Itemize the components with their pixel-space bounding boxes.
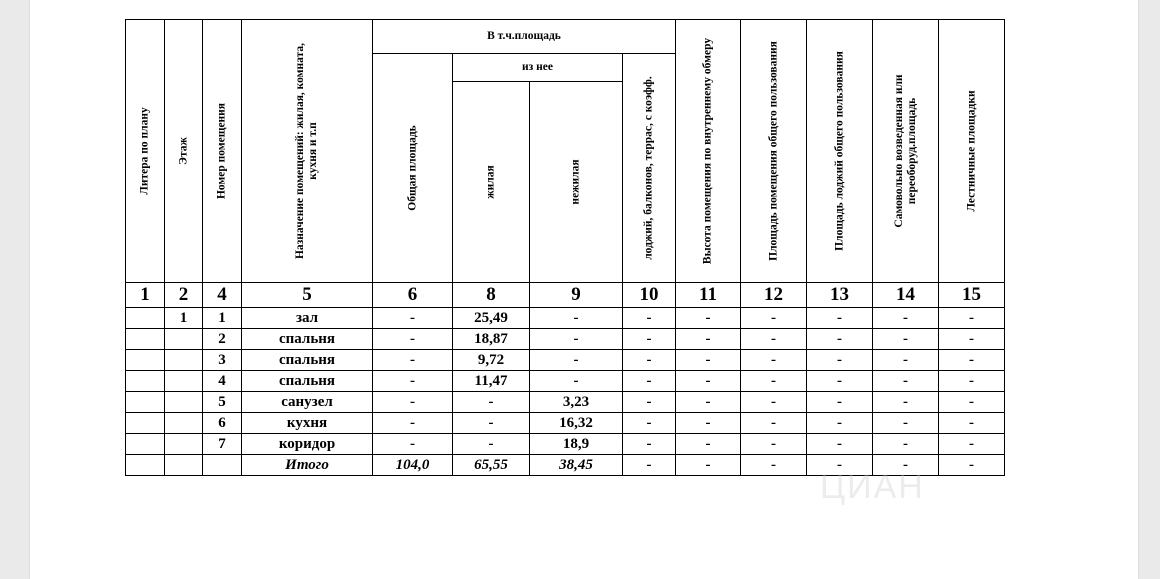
cell-zhilaya: 9,72 [453, 350, 530, 371]
cell-vysota: - [676, 329, 741, 350]
total-pl-lodzh: - [807, 455, 873, 476]
table-row [126, 350, 1005, 371]
cell-lestnichnye: - [939, 350, 1005, 371]
cell-nezhilaya: 16,32 [530, 413, 623, 434]
cell-naznachenie: коридор [242, 434, 373, 455]
header-etazh: Этаж [165, 20, 203, 283]
column-number-row [126, 283, 1005, 308]
header-naznachenie: Назначение помещений: жилая, комната, кухня и т.п [242, 20, 373, 283]
column-number: 6 [373, 283, 453, 308]
cell-naznachenie: санузел [242, 392, 373, 413]
cell-nezhilaya: - [530, 371, 623, 392]
table-cell [126, 455, 165, 476]
cell-lodzhii: - [623, 308, 676, 329]
column-number: 11 [676, 283, 741, 308]
table-row [126, 308, 1005, 329]
cell-nomer: 5 [203, 392, 242, 413]
cell-lodzhii: - [623, 371, 676, 392]
total-zhilaya: 65,55 [453, 455, 530, 476]
cell-nomer: 3 [203, 350, 242, 371]
cell-lestnichnye: - [939, 392, 1005, 413]
table-row [126, 371, 1005, 392]
cell-vysota: - [676, 434, 741, 455]
table-cell [203, 455, 242, 476]
cell-lodzhii: - [623, 434, 676, 455]
cell-lodzhii: - [623, 350, 676, 371]
cell-pl-lodzh: - [807, 329, 873, 350]
cell-nomer: 2 [203, 329, 242, 350]
cell-lestnichnye: - [939, 434, 1005, 455]
total-label: Итого [242, 455, 373, 476]
cell-etazh [165, 434, 203, 455]
cell-etazh [165, 371, 203, 392]
cell-obshaya: - [373, 434, 453, 455]
cell-pl-obsh: - [741, 371, 807, 392]
table-cell [165, 455, 203, 476]
cell-samovolno: - [873, 434, 939, 455]
column-number: 4 [203, 283, 242, 308]
cell-zhilaya: 25,49 [453, 308, 530, 329]
cell-vysota: - [676, 371, 741, 392]
cell-naznachenie: зал [242, 308, 373, 329]
cell-vysota: - [676, 350, 741, 371]
cell-litera [126, 350, 165, 371]
cell-nezhilaya: 3,23 [530, 392, 623, 413]
column-number: 10 [623, 283, 676, 308]
cell-zhilaya: - [453, 434, 530, 455]
cell-lodzhii: - [623, 413, 676, 434]
header-zhilaya: жилая [453, 82, 530, 283]
cell-pl-lodzh: - [807, 434, 873, 455]
cell-lestnichnye: - [939, 308, 1005, 329]
cell-pl-obsh: - [741, 434, 807, 455]
cell-lodzhii: - [623, 329, 676, 350]
cell-obshaya: - [373, 308, 453, 329]
cell-pl-lodzh: - [807, 371, 873, 392]
cell-nezhilaya: - [530, 308, 623, 329]
column-number: 13 [807, 283, 873, 308]
total-samovolno: - [873, 455, 939, 476]
total-lodzhii: - [623, 455, 676, 476]
cell-lestnichnye: - [939, 329, 1005, 350]
cell-samovolno: - [873, 413, 939, 434]
column-number: 15 [939, 283, 1005, 308]
column-number: 1 [126, 283, 165, 308]
column-number: 5 [242, 283, 373, 308]
cell-samovolno: - [873, 392, 939, 413]
cell-nomer: 6 [203, 413, 242, 434]
header-pl-obsh: Площадь помещения общего пользования [741, 20, 807, 283]
cell-litera [126, 434, 165, 455]
cell-etazh [165, 350, 203, 371]
cell-pl-obsh: - [741, 350, 807, 371]
cell-obshaya: - [373, 329, 453, 350]
total-obshaya: 104,0 [373, 455, 453, 476]
column-number: 14 [873, 283, 939, 308]
cell-obshaya: - [373, 350, 453, 371]
cell-pl-obsh: - [741, 308, 807, 329]
cell-litera [126, 392, 165, 413]
cell-nezhilaya: - [530, 350, 623, 371]
table-row [126, 434, 1005, 455]
column-number: 8 [453, 283, 530, 308]
cell-zhilaya: 11,47 [453, 371, 530, 392]
cell-samovolno: - [873, 350, 939, 371]
cell-samovolno: - [873, 329, 939, 350]
total-lestnichnye: - [939, 455, 1005, 476]
cell-obshaya: - [373, 392, 453, 413]
cell-vysota: - [676, 413, 741, 434]
header-pl-lodzh: Площадь лоджий общего пользования [807, 20, 873, 283]
total-nezhilaya: 38,45 [530, 455, 623, 476]
cell-lodzhii: - [623, 392, 676, 413]
cell-naznachenie: спальня [242, 371, 373, 392]
column-number: 2 [165, 283, 203, 308]
cell-lestnichnye: - [939, 371, 1005, 392]
cell-etazh [165, 329, 203, 350]
header-v-tch: В т.ч.площадь [373, 20, 676, 54]
header-lestnichnye: Лестничные площадки [939, 20, 1005, 283]
header-nomer: Номер помещения [203, 20, 242, 283]
header-vysota: Высота помещения по внутреннему обмеру [676, 20, 741, 283]
cell-vysota: - [676, 308, 741, 329]
cell-pl-obsh: - [741, 413, 807, 434]
header-litera: Литера по плану [126, 20, 165, 283]
header-iz-nee: из нее [453, 54, 623, 82]
cell-litera [126, 308, 165, 329]
cell-litera [126, 371, 165, 392]
cell-nezhilaya: 18,9 [530, 434, 623, 455]
cell-litera [126, 329, 165, 350]
cell-samovolno: - [873, 371, 939, 392]
cell-nomer: 7 [203, 434, 242, 455]
cell-zhilaya: - [453, 392, 530, 413]
cell-pl-lodzh: - [807, 413, 873, 434]
cell-etazh: 1 [165, 308, 203, 329]
cell-etazh [165, 392, 203, 413]
cell-pl-obsh: - [741, 329, 807, 350]
header-nezhilaya: нежилая [530, 82, 623, 283]
table-row [126, 413, 1005, 434]
header-lodzhii: лоджий, балконов, террас, с коэфф. [623, 54, 676, 283]
cell-litera [126, 413, 165, 434]
room-area-table [125, 19, 1005, 476]
cell-nomer: 1 [203, 308, 242, 329]
cell-zhilaya: - [453, 413, 530, 434]
table-row [126, 392, 1005, 413]
total-vysota: - [676, 455, 741, 476]
cell-etazh [165, 413, 203, 434]
column-number: 9 [530, 283, 623, 308]
cell-naznachenie: кухня [242, 413, 373, 434]
total-pl-obsh: - [741, 455, 807, 476]
cell-pl-lodzh: - [807, 350, 873, 371]
cell-obshaya: - [373, 413, 453, 434]
cell-nezhilaya: - [530, 329, 623, 350]
cell-pl-obsh: - [741, 392, 807, 413]
cell-pl-lodzh: - [807, 392, 873, 413]
cell-vysota: - [676, 392, 741, 413]
header-obshaya: Общая площадь [373, 54, 453, 283]
cell-naznachenie: спальня [242, 329, 373, 350]
cell-obshaya: - [373, 371, 453, 392]
cell-samovolno: - [873, 308, 939, 329]
column-number: 12 [741, 283, 807, 308]
watermark: ЦИАН [820, 468, 925, 506]
table-row [126, 329, 1005, 350]
cell-naznachenie: спальня [242, 350, 373, 371]
cell-lestnichnye: - [939, 413, 1005, 434]
cell-zhilaya: 18,87 [453, 329, 530, 350]
total-row [126, 455, 1005, 476]
cell-nomer: 4 [203, 371, 242, 392]
header-samovolno: Самовольно возведенная или переоборуд.площадь [873, 20, 939, 283]
cell-pl-lodzh: - [807, 308, 873, 329]
